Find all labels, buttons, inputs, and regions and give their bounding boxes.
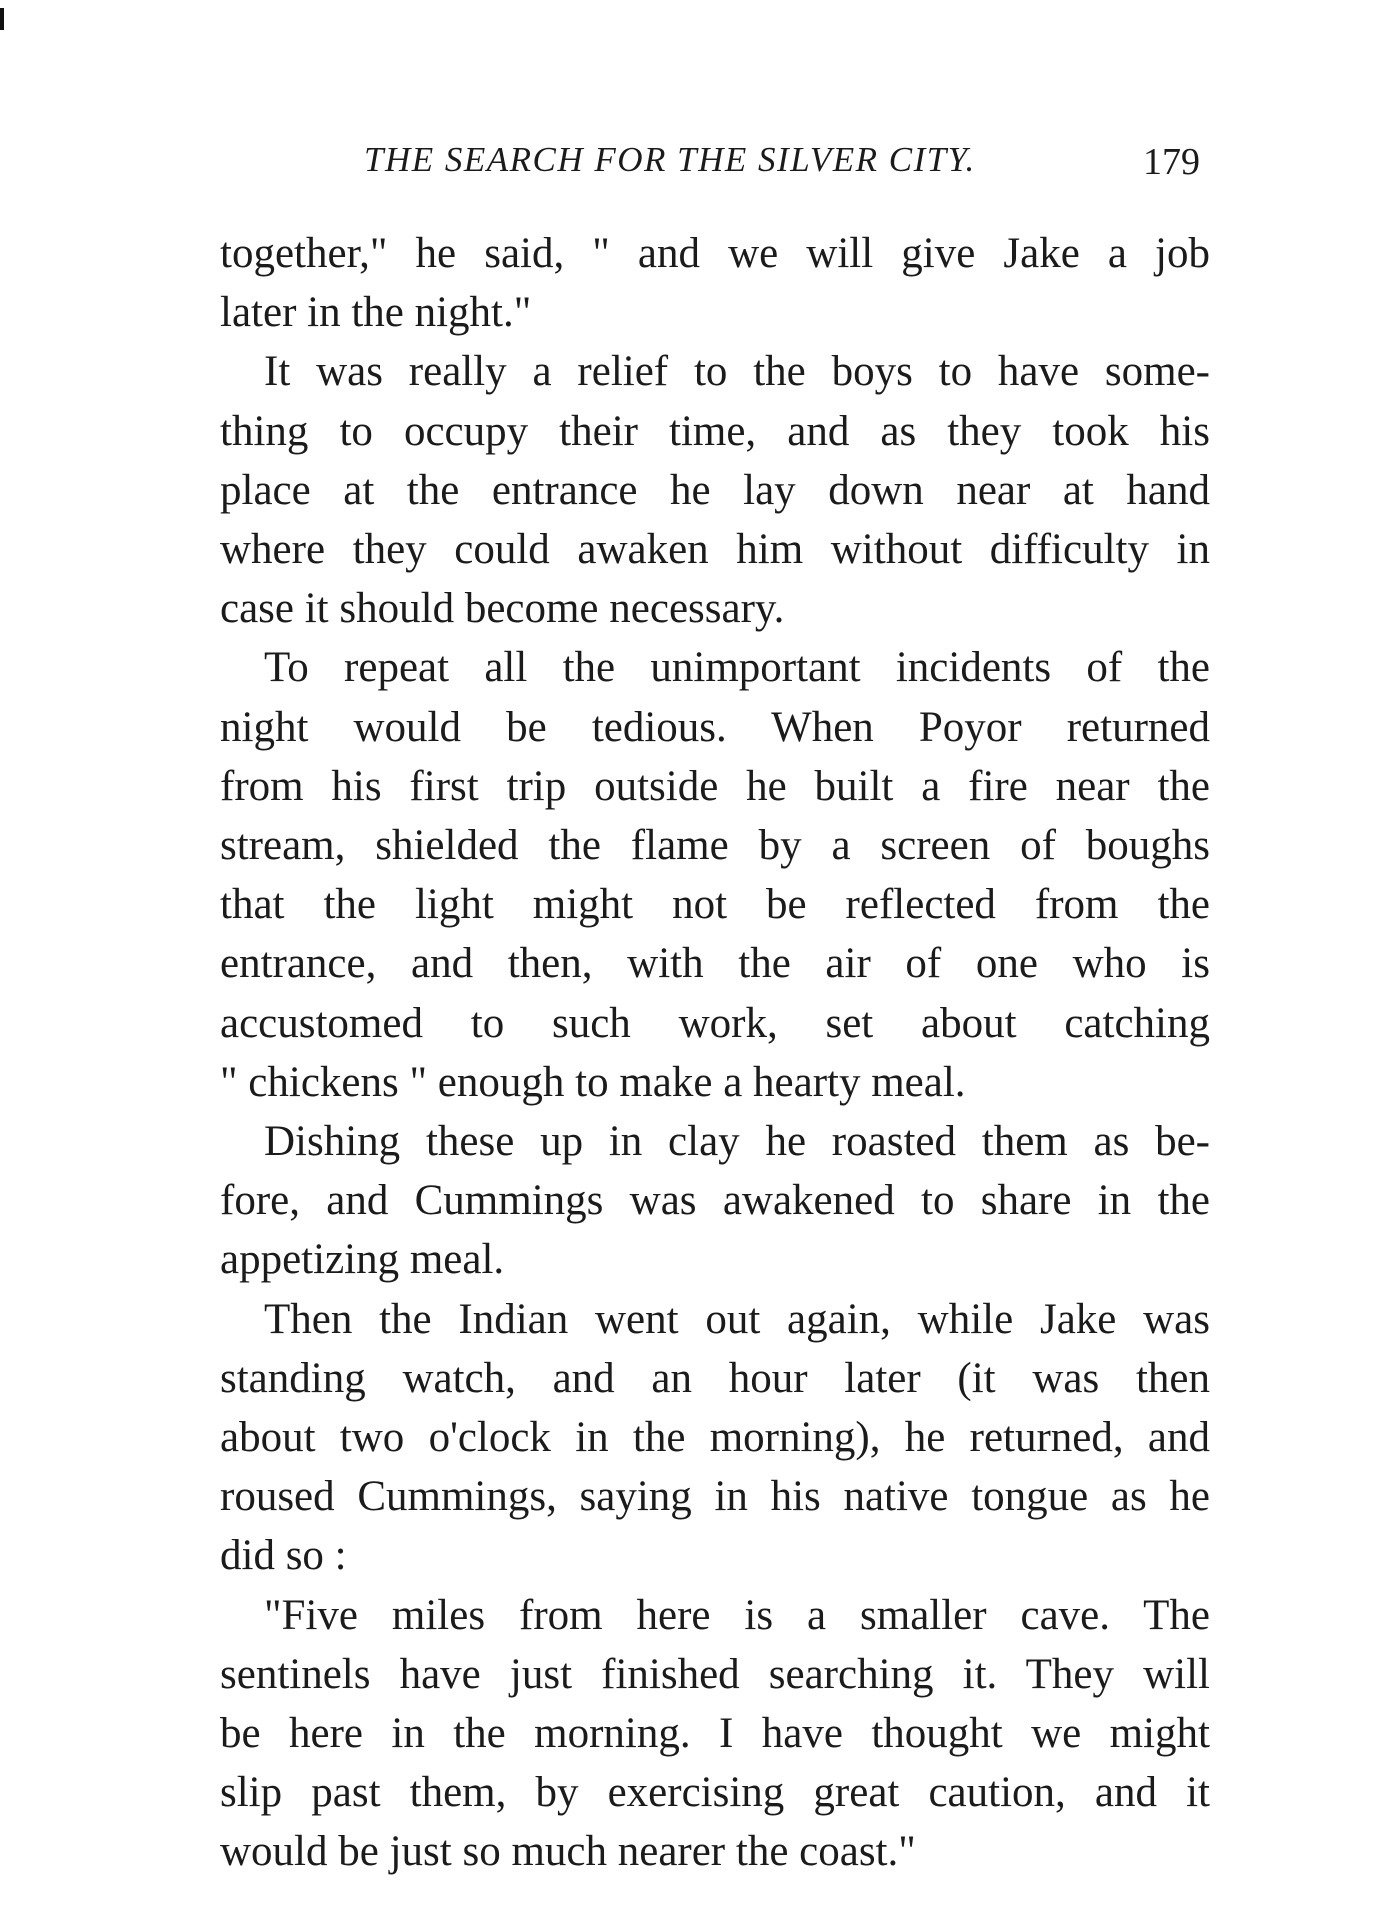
text-line: case it should become necessary.: [220, 585, 785, 633]
paragraph-5: [220, 1290, 1210, 1586]
text-line: accustomed to such work, set about catching: [220, 999, 1210, 1047]
text-line: " chickens " enough to make a hearty meal.: [220, 1058, 966, 1106]
text-line: place at the entrance he lay down near at hand: [220, 466, 1210, 514]
scan-edge-mark: [0, 8, 4, 30]
paragraph-3: [220, 638, 1210, 1112]
text-line: It was really a relief to the boys to have some-: [264, 348, 1210, 396]
text-line: together," he said, " and we will give Jake a job: [220, 230, 1210, 277]
text-line: about two o'clock in the morning), he returned, and: [220, 1414, 1210, 1462]
text-line: To repeat all the unimportant incidents of the: [264, 644, 1210, 692]
text-line: Dishing these up in clay he roasted them as be-: [264, 1118, 1210, 1166]
text-line: from his first trip outside he built a fire near the: [220, 762, 1210, 810]
text-line: slip past them, by exercising great caution, and it: [220, 1769, 1210, 1817]
text-line: entrance, and then, with the air of one who is: [220, 940, 1210, 988]
paragraph-1: [220, 224, 1210, 342]
paragraph-2: [220, 342, 1210, 638]
text-line: appetizing meal.: [220, 1236, 505, 1284]
text-line: "Five miles from here is a smaller cave. The: [264, 1591, 1210, 1639]
paragraph-4: [220, 1112, 1210, 1290]
text-line: later in the night.": [220, 289, 532, 337]
text-line: sentinels have just finished searching it. They will: [220, 1650, 1210, 1698]
text-line: would be just so much nearer the coast.": [220, 1828, 916, 1876]
text-line: fore, and Cummings was awakened to share in the: [220, 1177, 1210, 1225]
text-line: standing watch, and an hour later (it was then: [220, 1354, 1210, 1402]
text-line: that the light might not be reflected from the: [220, 881, 1210, 929]
text-line: where they could awaken him without difficulty in: [220, 526, 1210, 574]
body-text: [220, 224, 1210, 1882]
text-line: night would be tedious. When Poyor returned: [220, 703, 1210, 751]
text-line: be here in the morning. I have thought we might: [220, 1710, 1210, 1758]
page-number: 179: [1143, 141, 1200, 183]
running-head-title: THE SEARCH FOR THE SILVER CITY.: [364, 140, 976, 179]
text-line: stream, shielded the flame by a screen of boughs: [220, 822, 1210, 870]
text-line: roused Cummings, saying in his native tongue as he: [220, 1473, 1210, 1521]
text-line: did so :: [220, 1532, 347, 1580]
paragraph-6: [220, 1586, 1210, 1882]
text-line: Then the Indian went out again, while Jake was: [264, 1295, 1210, 1343]
text-line: thing to occupy their time, and as they took his: [220, 407, 1210, 455]
